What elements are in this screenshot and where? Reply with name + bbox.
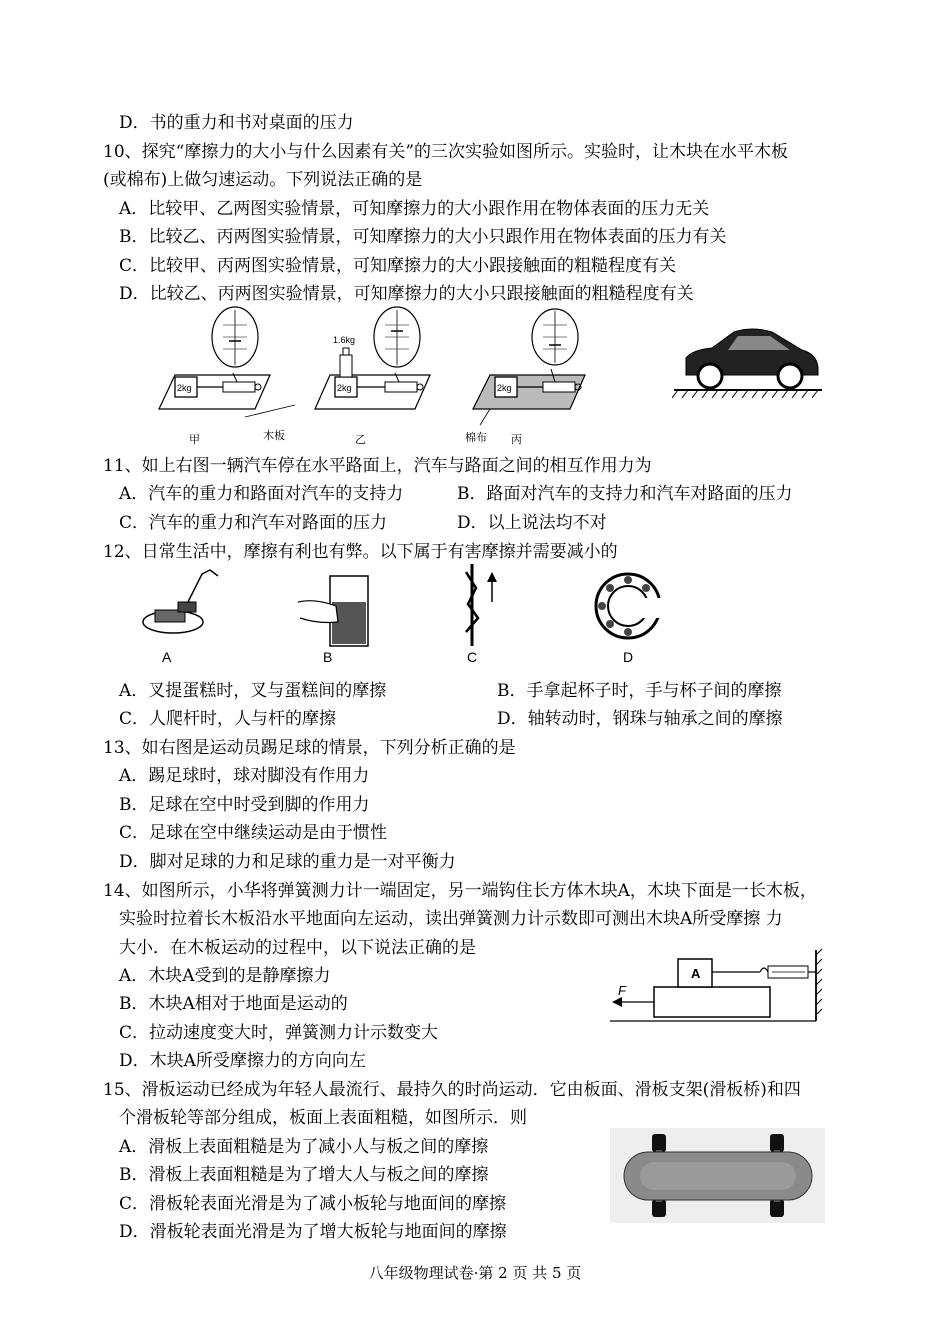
q12-option-c: C．人爬杆时，人与杆的摩擦: [119, 709, 337, 729]
q12-option-d: D．轴转动时，钢珠与轴承之间的摩擦: [497, 709, 783, 729]
label-jia: 甲: [189, 434, 200, 446]
q15-option-d: D．滑板轮表面光滑是为了增大板轮与地面间的摩擦: [119, 1222, 507, 1242]
q13-stem: 13、如右图是运动员踢足球的情景，下列分析正确的是: [103, 738, 516, 758]
fig-label-d: D: [623, 649, 634, 665]
skateboard-figure: [610, 1128, 825, 1223]
hand-cup-picture: [298, 576, 368, 665]
q14-stem-line2: 实验时拉着长木板沿水平地面向左运动，读出弹簧测力计示数即可测出木块A所受摩擦 力: [119, 909, 783, 929]
spring-scale-block-figure: [610, 945, 825, 1025]
weight-label: 1.6kg: [333, 335, 356, 345]
q14-option-a: A．木块A受到的是静摩擦力: [119, 966, 331, 986]
q10-option-b: B．比较乙、丙两图实验情景，可知摩擦力的大小只跟作用在物体表面的压力有关: [119, 227, 727, 247]
fork-cake-picture: [143, 570, 218, 665]
q13-option-d: D．脚对足球的力和足球的重力是一对平衡力: [119, 852, 456, 872]
q11-option-c: C．汽车的重力和汽车对路面的压力: [119, 513, 388, 533]
fig-label-c: C: [467, 649, 478, 665]
q10-option-d: D．比较乙、丙两图实验情景，可知摩擦力的大小只跟接触面的粗糙程度有关: [119, 284, 694, 304]
q13-option-b: B．足球在空中时受到脚的作用力: [119, 795, 370, 815]
q12-stem: 12、日常生活中，摩擦有利也有弊。以下属于有害摩擦并需要减小的: [103, 542, 618, 562]
mass-label-bing: 2kg: [497, 383, 512, 393]
q10-stem-line2: (或棉布)上做匀速运动。下列说法正确的是: [103, 170, 423, 190]
q15-option-b: B．滑板上表面粗糙是为了增大人与板之间的摩擦: [119, 1165, 489, 1185]
q9-option-d: D．书的重力和书对桌面的压力: [119, 113, 354, 133]
board-pointer-line: [245, 405, 295, 417]
page-footer: 八年级物理试卷·第 2 页 共 5 页: [368, 1264, 582, 1282]
q14-option-d: D．木块A所受摩擦力的方向向左: [119, 1051, 366, 1071]
q11-stem: 11、如上右图一辆汽车停在水平路面上，汽车与路面之间的相互作用力为: [103, 456, 652, 476]
q13-option-a: A．踢足球时，球对脚没有作用力: [119, 766, 370, 786]
q15-stem-line1: 15、滑板运动已经成为年轻人最流行、最持久的时尚运动．它由板面、滑板支架(滑板桥)和四: [103, 1080, 801, 1100]
q14-stem-line1: 14、如图所示，小华将弹簧测力计一端固定，另一端钩住长方体木块A，木块下面是一长木板，: [103, 881, 817, 901]
mass-label-jia: 2kg: [177, 383, 192, 393]
label-yi: 乙: [355, 434, 366, 446]
mass-label-yi: 2kg: [337, 383, 352, 393]
q13-option-c: C．足球在空中继续运动是由于惯性: [119, 823, 388, 843]
bearing-picture: [596, 574, 664, 665]
q15-stem-line2: 个滑板轮等部分组成，板面上表面粗糙，如图所示．则: [119, 1108, 527, 1128]
q11-option-b: B．路面对汽车的支持力和汽车对路面的压力: [457, 484, 793, 504]
fig-label-a: A: [162, 649, 172, 665]
q11-option-a: A．汽车的重力和路面对汽车的支持力: [119, 484, 404, 504]
q10-stem-line1: 10、探究“摩擦力的大小与什么因素有关”的三次实验如图所示。实验时，让木块在水平木板: [103, 142, 789, 162]
q11-option-d: D．以上说法均不对: [457, 513, 607, 533]
q10-option-c: C．比较甲、丙两图实验情景，可知摩擦力的大小跟接触面的粗糙程度有关: [119, 256, 677, 276]
q14-stem-line3: 大小．在木板运动的过程中，以下说法正确的是: [119, 938, 476, 958]
q15-option-c: C．滑板轮表面光滑是为了减小板轮与地面间的摩擦: [119, 1194, 507, 1214]
friction-examples-figure: [140, 562, 670, 670]
label-board: 木板: [263, 430, 285, 442]
q12-option-b: B．手拿起杯子时，手与杯子间的摩擦: [497, 681, 782, 701]
friction-experiment-figure: [145, 305, 605, 453]
experiment-yi: [315, 307, 430, 446]
q10-option-a: A．比较甲、乙两图实验情景，可知摩擦力的大小跟作用在物体表面的压力无关: [119, 199, 710, 219]
experiment-jia: [159, 307, 270, 446]
label-bing: 丙: [511, 434, 522, 446]
fig-label-b: B: [323, 649, 333, 665]
q14-option-c: C．拉动速度变大时，弹簧测力计示数变大: [119, 1023, 439, 1043]
q15-option-a: A．滑板上表面粗糙是为了减小人与板之间的摩擦: [119, 1137, 489, 1157]
block-a-label: A: [691, 966, 701, 981]
climbing-pole-picture: [466, 564, 497, 665]
q14-option-b: B．木块A相对于地面是运动的: [119, 994, 348, 1014]
force-f-label: F: [618, 983, 626, 998]
experiment-bing: [465, 309, 585, 446]
q12-option-a: A．叉提蛋糕时，叉与蛋糕间的摩擦: [119, 681, 387, 701]
car-figure: [672, 320, 822, 405]
label-cloth: 棉布: [465, 432, 487, 444]
